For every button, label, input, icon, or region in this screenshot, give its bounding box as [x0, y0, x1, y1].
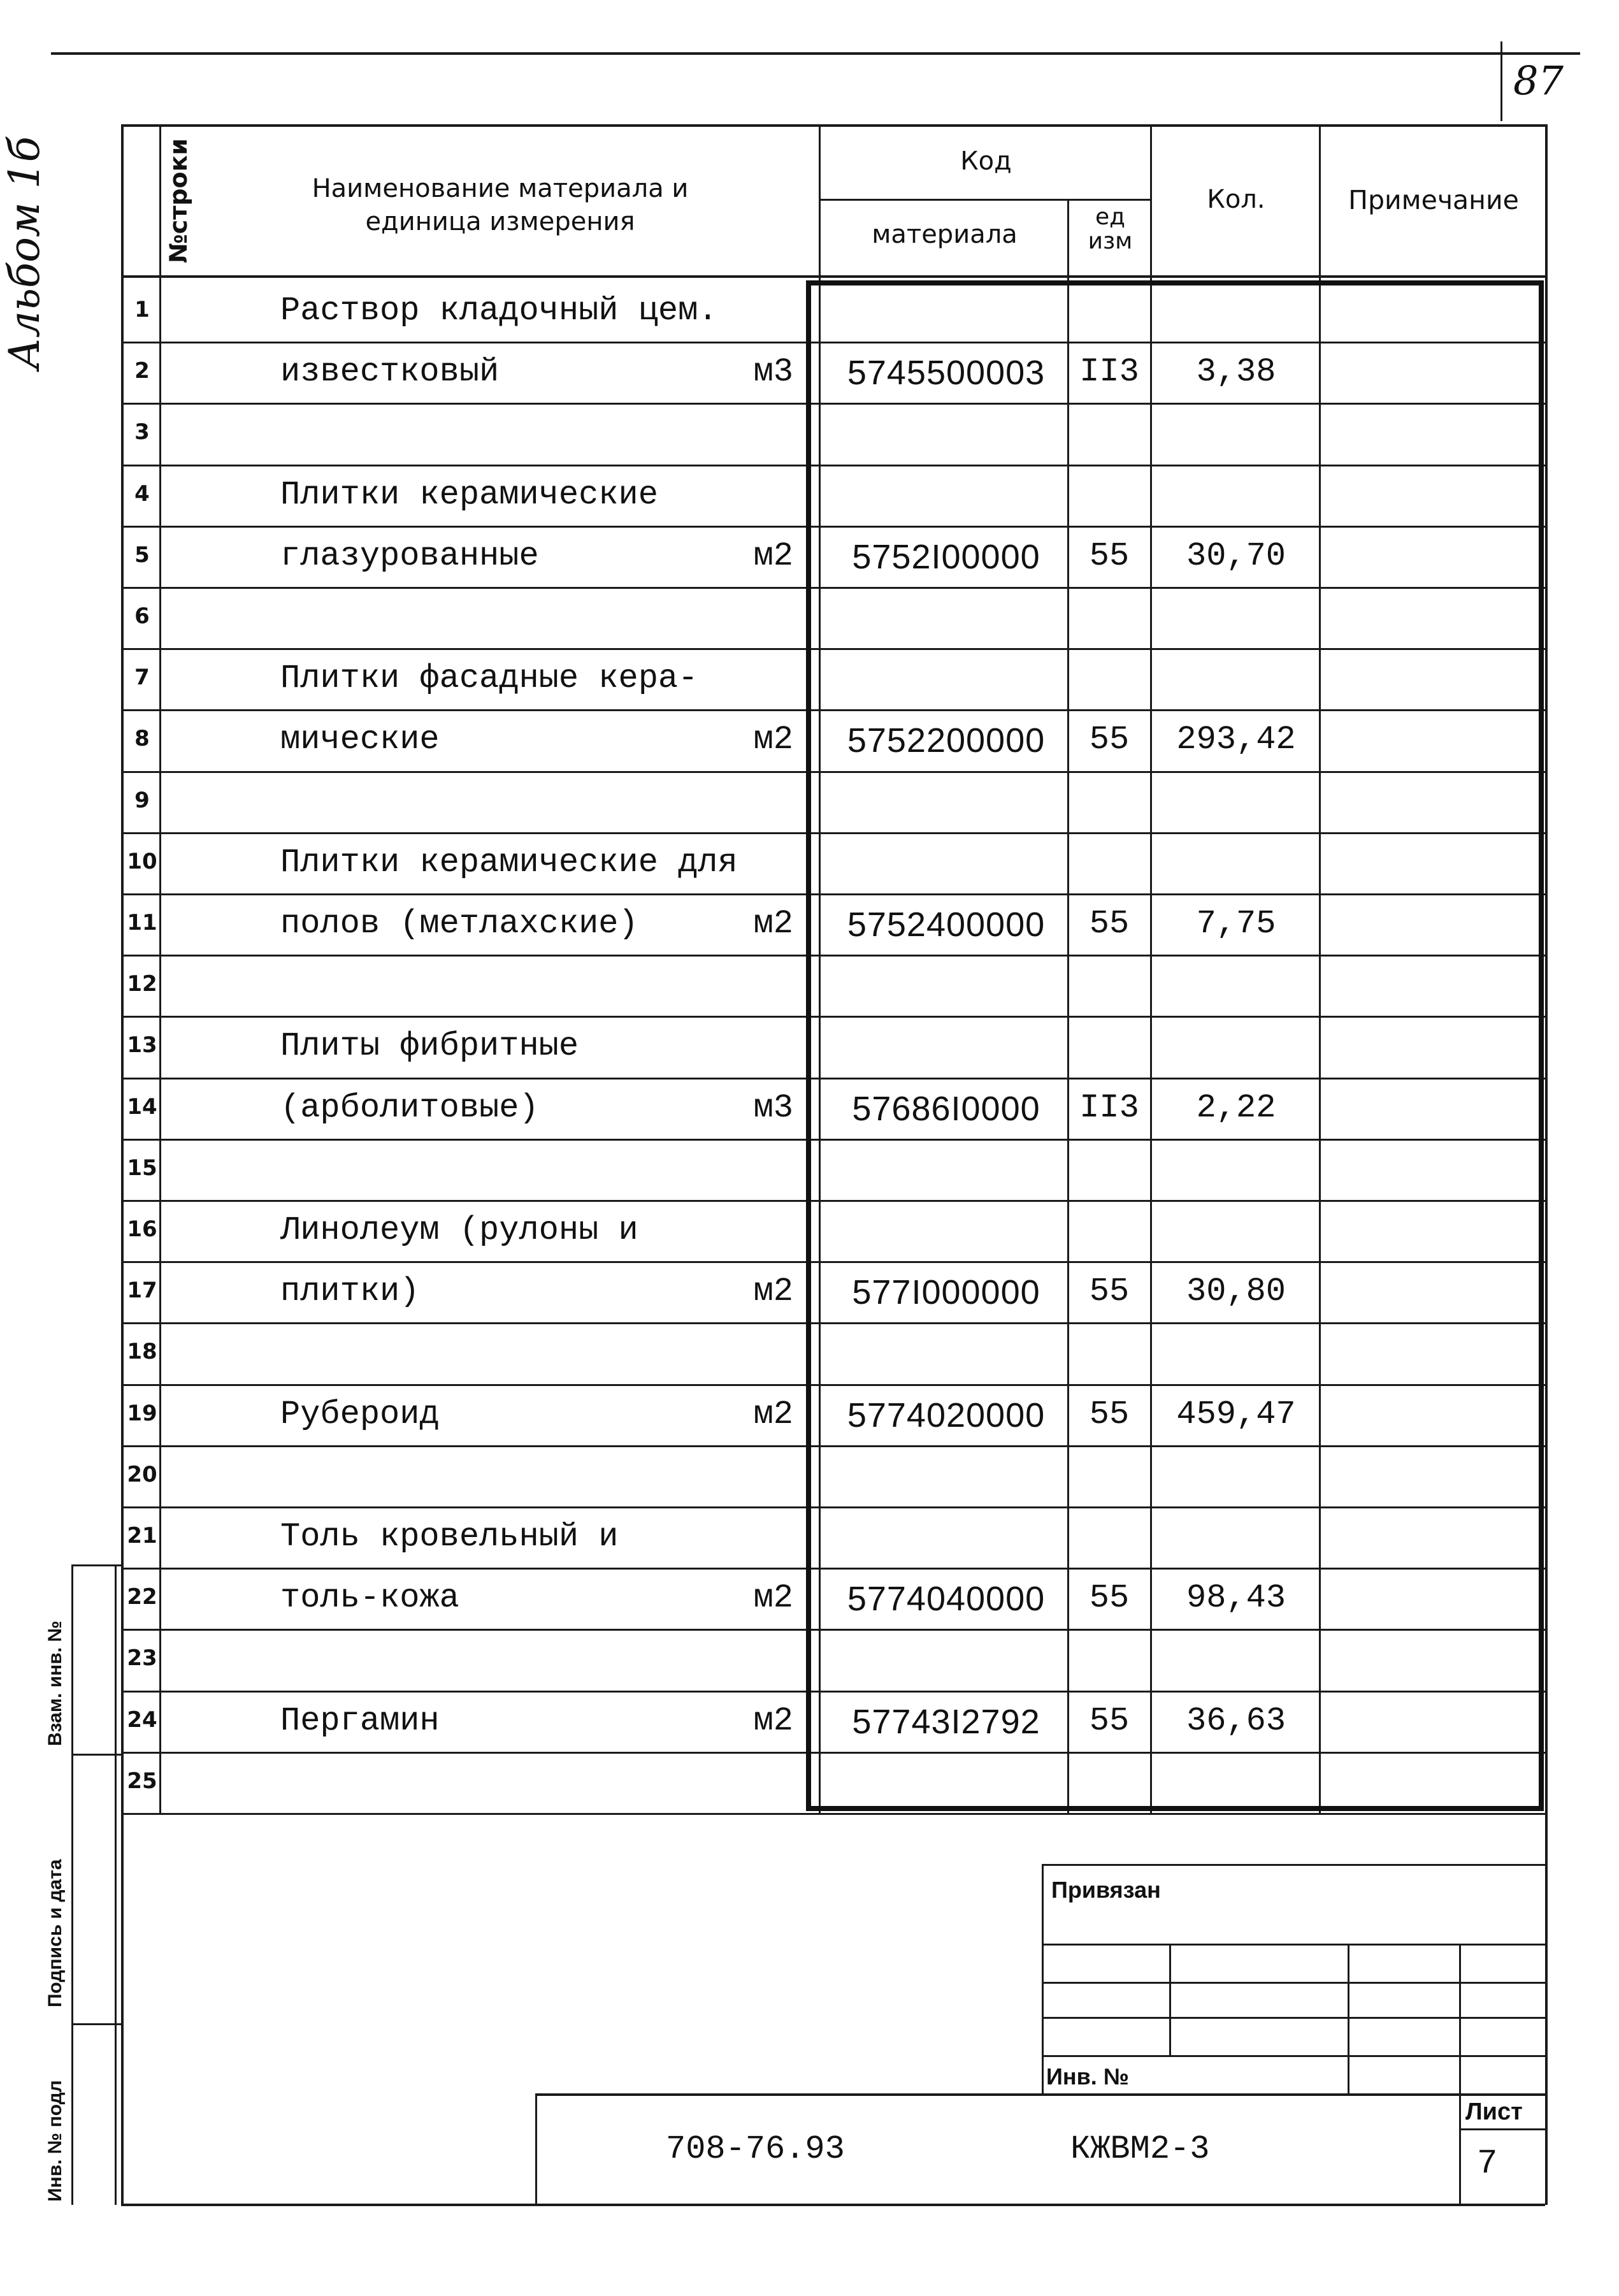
row-number: 20 [127, 1462, 157, 1487]
material-name: известковый [280, 353, 500, 391]
row-number: 5 [134, 542, 150, 568]
sheet-number: 7 [1477, 2144, 1498, 2183]
material-name: глазурованные [280, 537, 539, 575]
material-name: толь-кожа [280, 1579, 459, 1617]
material-name: плитки) [280, 1273, 420, 1310]
margin-sign-date: Подпись и дата [45, 1859, 66, 2007]
rownum-divider [159, 124, 161, 1814]
unit-of-measure: м2 [753, 1396, 793, 1433]
row-number: 2 [134, 358, 150, 384]
stamp-line-a [1042, 1944, 1545, 1946]
stamp-col-3 [1459, 1944, 1461, 2093]
material-name: Плитки керамические для [280, 844, 738, 881]
material-code: 5774040000 [847, 1580, 1046, 1618]
unit-of-measure: м2 [753, 1579, 793, 1617]
unit-of-measure: м3 [753, 353, 793, 391]
header-row-no: №строки [164, 138, 192, 263]
row-number: 11 [127, 910, 157, 935]
table-left-border [121, 124, 124, 1814]
header-qty: Кол. [1207, 185, 1265, 214]
row-number: 9 [134, 788, 150, 813]
header-name: Наименование материала и единица измерения [312, 174, 689, 236]
material-name: мические [280, 721, 440, 758]
unit-of-measure: м2 [753, 905, 793, 942]
unit-code: 55 [1089, 1273, 1130, 1310]
doc-code: 708-76.93 [666, 2130, 845, 2168]
material-name: Рубероид [280, 1396, 440, 1433]
material-code: 5752I00000 [852, 538, 1040, 576]
material-name: Раствор кладочный цем. [280, 292, 718, 329]
material-name: Плиты фибритные [280, 1027, 579, 1065]
row-number: 13 [127, 1032, 157, 1058]
material-name: (арболитовые) [280, 1089, 539, 1127]
header-note: Примечание [1348, 185, 1519, 215]
table-right-border-lower [1545, 1813, 1548, 2205]
table-right-border [1545, 124, 1548, 1814]
sheet-box-mid [1459, 2128, 1545, 2130]
unit-code: 55 [1089, 905, 1130, 942]
stamp-inv-no: Инв. № [1046, 2063, 1129, 2090]
material-code: 5745500003 [847, 354, 1046, 392]
row-number: 18 [127, 1339, 157, 1364]
material-code: 5774020000 [847, 1396, 1046, 1434]
quantity: 36,63 [1186, 1702, 1286, 1740]
quantity: 3,38 [1196, 353, 1276, 391]
header-unit-code: ед изм [1088, 204, 1133, 254]
margin-inv-podl: Инв. № подл [45, 2080, 66, 2202]
unit-of-measure: м2 [753, 537, 793, 575]
page-number-divider [1500, 41, 1502, 121]
header-bottom-border [121, 275, 1545, 278]
row-number: 19 [127, 1401, 157, 1426]
stamp-left-line [1042, 1864, 1044, 2093]
unit-code: II3 [1079, 353, 1139, 391]
row-number: 12 [127, 971, 157, 997]
material-name: Плитки керамические [280, 476, 658, 514]
unit-of-measure: м2 [753, 1702, 793, 1740]
unit-of-measure: м2 [753, 1273, 793, 1310]
header-code: Код [960, 147, 1012, 176]
stamp-col-1 [1169, 1944, 1171, 2055]
unit-code: 55 [1089, 537, 1130, 575]
title-block-bottom [121, 2204, 1545, 2206]
header-material: материала [872, 220, 1018, 249]
row-number: 3 [134, 419, 150, 445]
material-name: Линолеум (рулоны и [280, 1211, 638, 1249]
quantity: 30,80 [1186, 1273, 1286, 1310]
row-number: 23 [127, 1645, 157, 1671]
material-code: 5752200000 [847, 721, 1046, 760]
material-code: 57743I2792 [852, 1703, 1040, 1741]
stamp-line-b [1042, 1982, 1545, 1984]
margin-strip-left [71, 1564, 73, 2205]
stamp-line-c [1042, 2017, 1545, 2019]
material-name: Толь кровельный и [280, 1518, 619, 1556]
material-name: полов (метлахские) [280, 905, 638, 942]
material-code: 57686I0000 [852, 1090, 1040, 1128]
title-block-left [535, 2093, 537, 2205]
quantity: 2,22 [1196, 1089, 1276, 1127]
album-label: Альбом 1б [0, 136, 49, 370]
row-line [121, 1813, 1545, 1815]
unit-code: 55 [1089, 1579, 1130, 1617]
title-block-top [535, 2093, 1545, 2096]
unit-of-measure: м3 [753, 1089, 793, 1127]
quantity: 293,42 [1176, 721, 1296, 758]
code-subheader-line [819, 199, 1150, 201]
top-rule [51, 52, 1580, 55]
unit-code: 55 [1089, 1396, 1130, 1433]
stamp-privyazan: Привязан [1051, 1877, 1161, 1903]
row-number: 16 [127, 1217, 157, 1242]
row-number: 15 [127, 1155, 157, 1181]
row-number: 25 [127, 1768, 157, 1794]
unit-of-measure: м2 [753, 721, 793, 758]
margin-line-1 [71, 1564, 122, 1566]
sheet-box-left [1459, 2093, 1461, 2205]
row-number: 4 [134, 481, 150, 507]
material-name: Пергамин [280, 1702, 440, 1740]
row-number: 8 [134, 726, 150, 751]
row-number: 7 [134, 665, 150, 690]
row-number: 22 [127, 1584, 157, 1610]
table-top-border [121, 124, 1545, 127]
stamp-col-2 [1348, 1944, 1349, 2093]
quantity: 459,47 [1176, 1396, 1296, 1433]
material-code: 5752400000 [847, 906, 1046, 944]
row-number: 24 [127, 1707, 157, 1733]
margin-inv-dubl: Взам. инв. № [45, 1621, 66, 1746]
sheet-label: Лист [1465, 2098, 1523, 2125]
margin-strip-right [115, 1564, 117, 2205]
doc-mark: КЖВМ2-3 [1070, 2130, 1210, 2168]
row-number: 10 [127, 849, 157, 874]
margin-line-2 [71, 1754, 122, 1756]
margin-line-3 [71, 2023, 122, 2025]
quantity: 98,43 [1186, 1579, 1286, 1617]
unit-code: 55 [1089, 1702, 1130, 1740]
table-left-border-lower [121, 1813, 124, 2205]
row-number: 6 [134, 603, 150, 629]
stamp-top-line [1042, 1864, 1545, 1866]
unit-code: II3 [1079, 1089, 1139, 1127]
material-name: Плитки фасадные кера- [280, 660, 698, 697]
stamp-line-d [1042, 2055, 1545, 2057]
page-number: 87 [1513, 57, 1564, 104]
row-number: 17 [127, 1278, 157, 1303]
quantity: 7,75 [1196, 905, 1276, 942]
quantity: 30,70 [1186, 537, 1286, 575]
material-code: 577I000000 [852, 1273, 1040, 1311]
row-number: 21 [127, 1523, 157, 1549]
row-number: 14 [127, 1094, 157, 1120]
row-number: 1 [134, 297, 150, 322]
unit-code: 55 [1089, 721, 1130, 758]
